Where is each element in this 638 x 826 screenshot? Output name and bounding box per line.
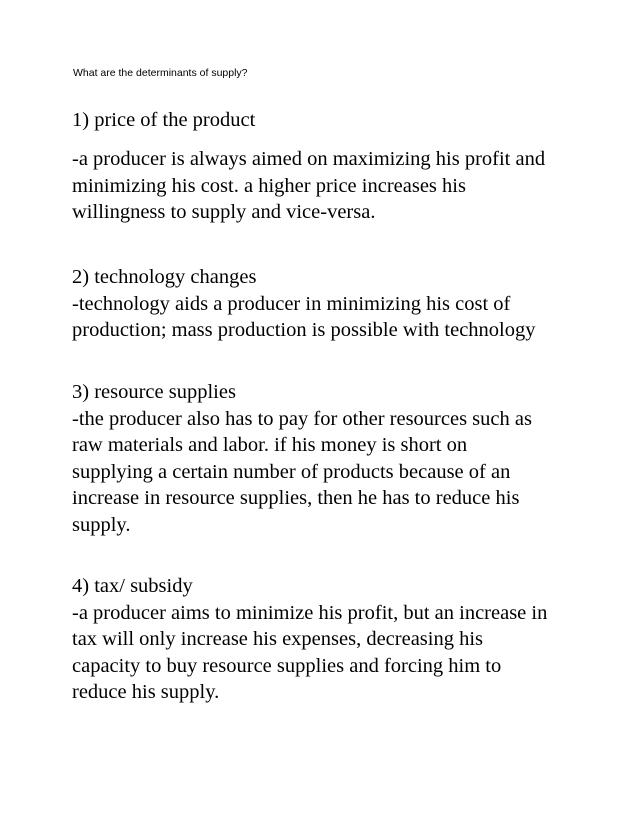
section-4-line: -a producer aims to minimize his profit, but an increase in bbox=[72, 601, 548, 624]
section-2 bbox=[72, 264, 535, 344]
section-3-line: supply. bbox=[72, 513, 131, 536]
section-2-line: -technology aids a producer in minimizing his cost of bbox=[72, 292, 511, 315]
section-4-line: capacity to buy resource supplies and forcing him to bbox=[72, 654, 502, 677]
section-3-line: increase in resource supplies, then he has to reduce his bbox=[72, 487, 520, 509]
section-3-line: supplying a certain number of products because of an bbox=[72, 460, 511, 483]
section-1-body bbox=[72, 146, 545, 226]
section-4-line: tax will only increase his expenses, decreasing his bbox=[72, 628, 484, 650]
section-3 bbox=[72, 379, 532, 538]
section-1-heading: 1) price of the product bbox=[72, 109, 256, 131]
section-3-heading: 3) resource supplies bbox=[72, 381, 236, 403]
section-1-line: -a producer is always aimed on maximizing his profit and bbox=[72, 148, 546, 170]
section-4-heading: 4) tax/ subsidy bbox=[72, 575, 193, 597]
section-2-line: production; mass production is possible with technology bbox=[72, 319, 536, 341]
section-1-line: minimizing his cost. a higher price increases his bbox=[72, 174, 466, 197]
section-1-line: willingness to supply and vice-versa. bbox=[72, 201, 376, 223]
section-3-line: -the producer also has to pay for other resources such as bbox=[72, 407, 532, 430]
section-4-line: reduce his supply. bbox=[72, 681, 220, 703]
section-4 bbox=[72, 573, 547, 706]
question-title: What are the determinants of supply? bbox=[73, 67, 248, 79]
section-2-heading: 2) technology changes bbox=[72, 266, 257, 288]
section-3-line: raw materials and labor. if his money is short on bbox=[72, 434, 468, 456]
